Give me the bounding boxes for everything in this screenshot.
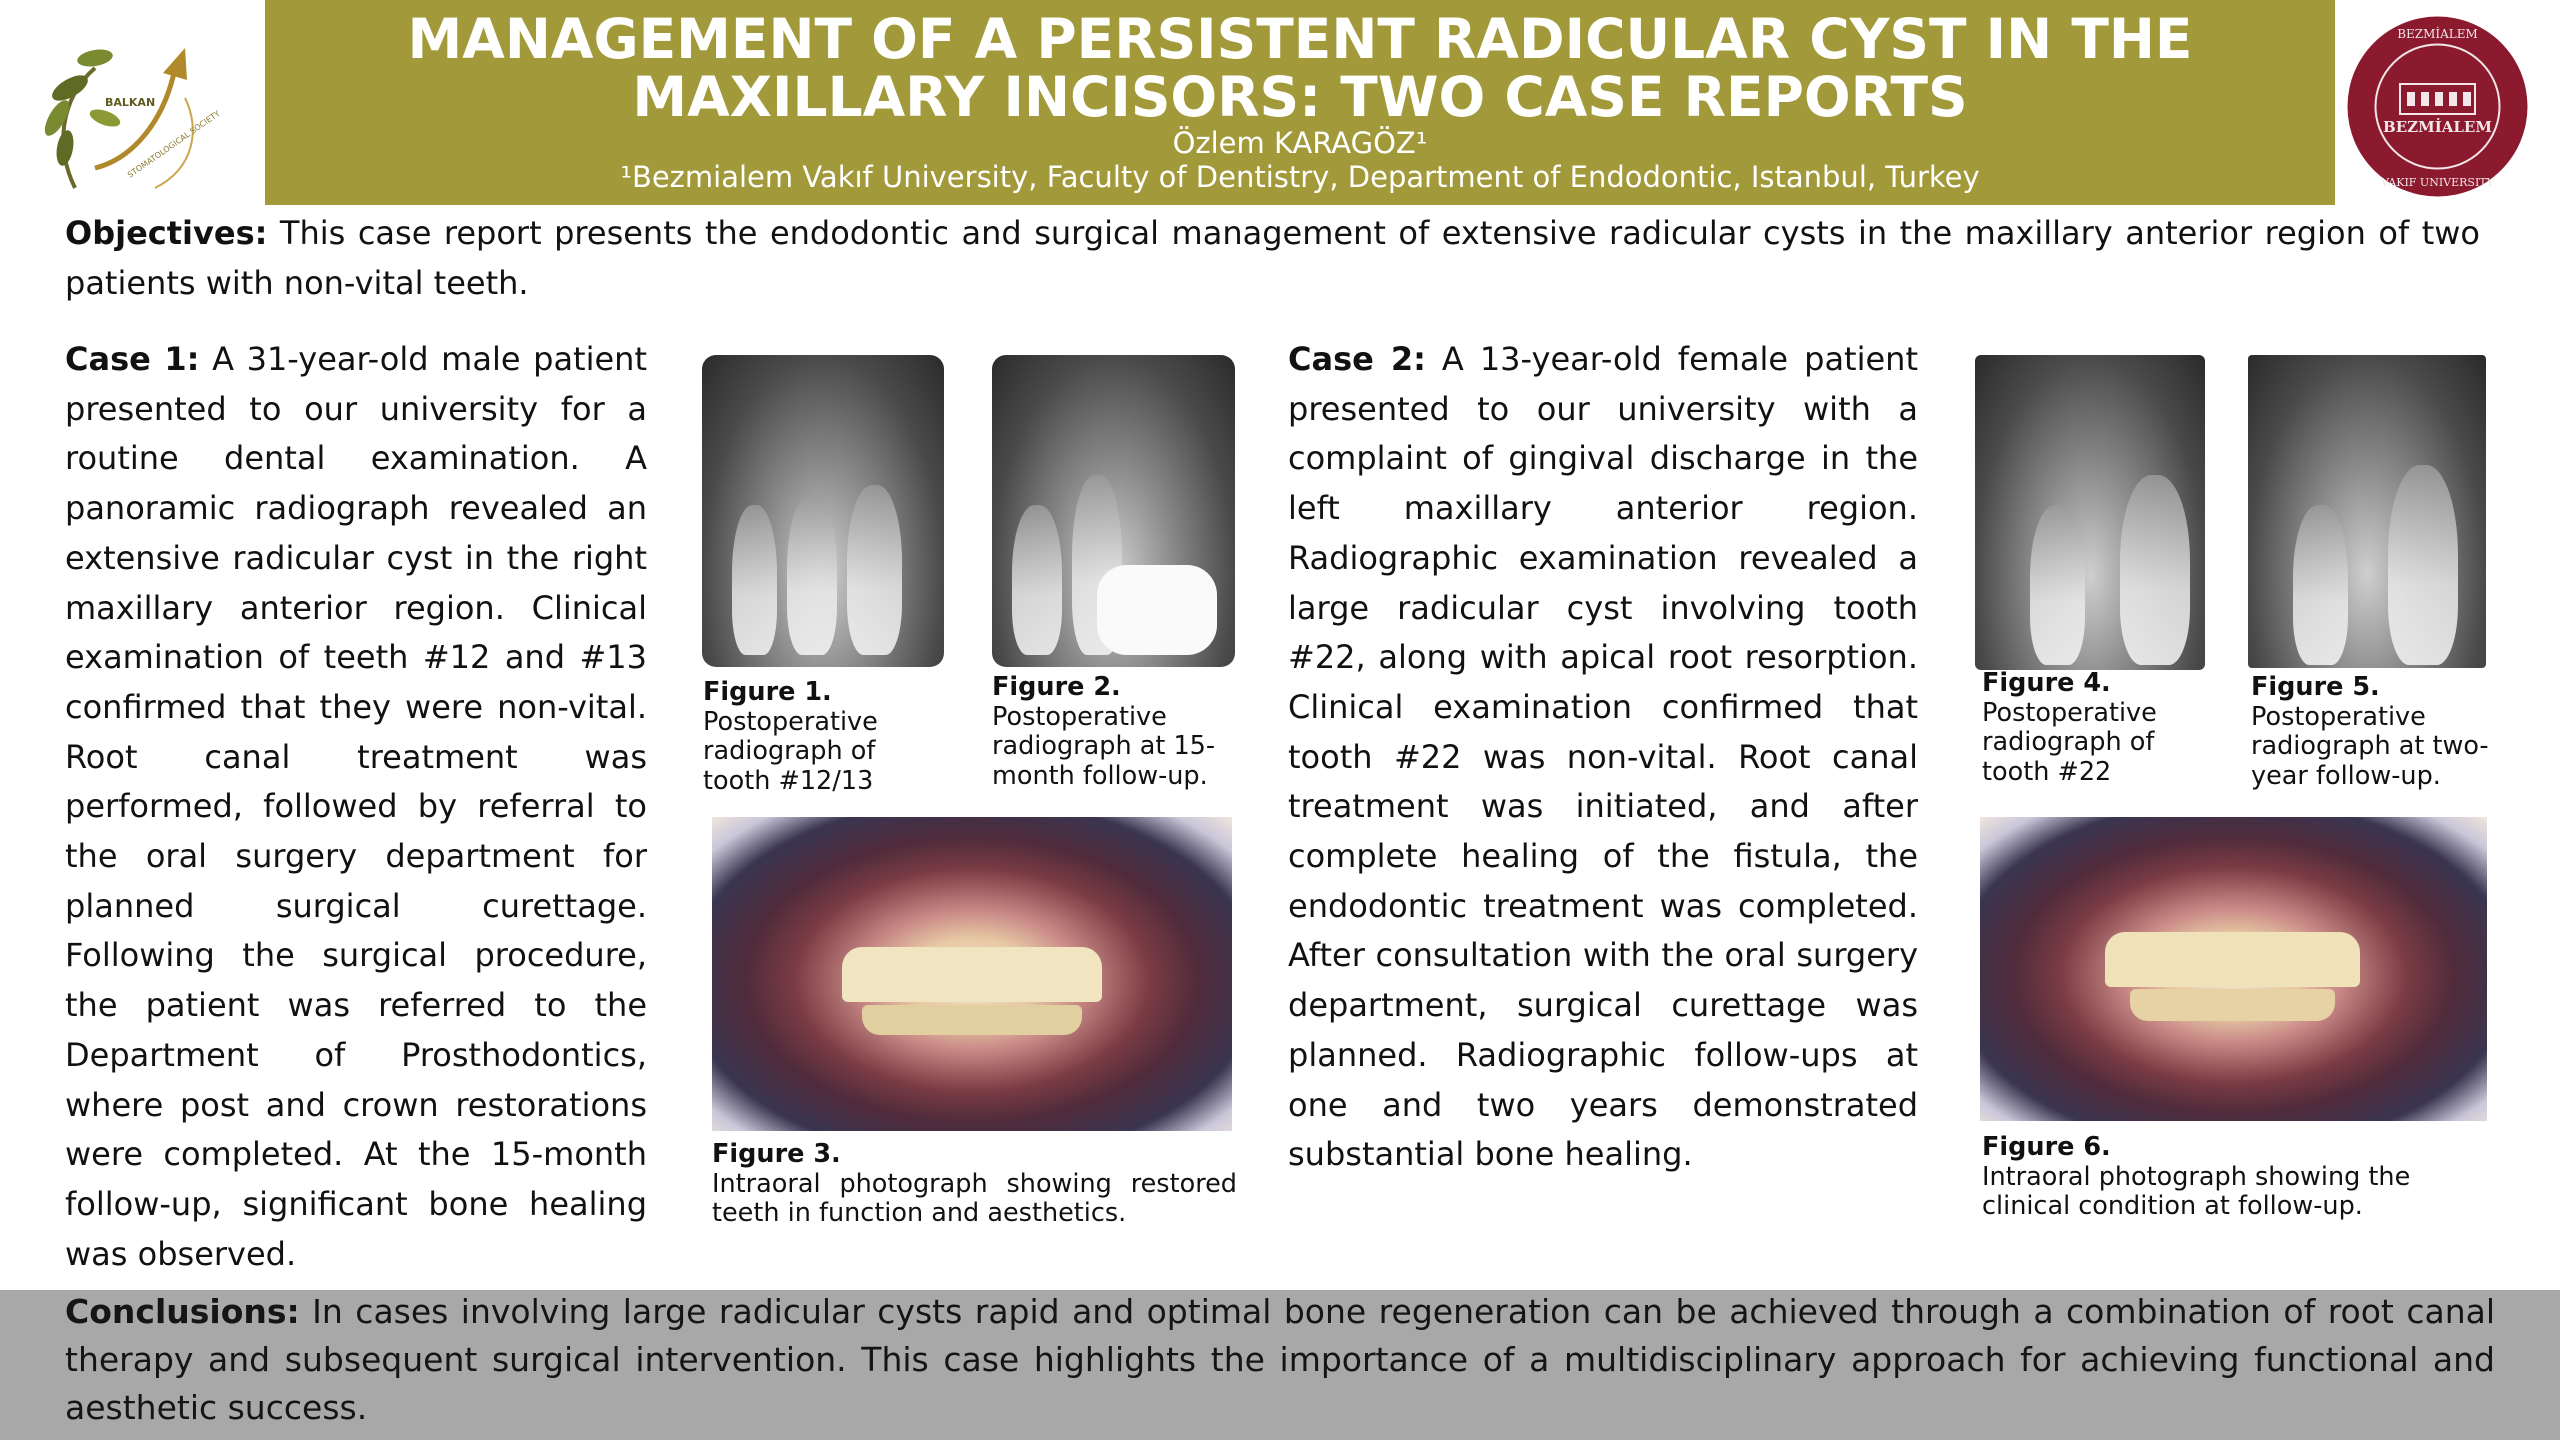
figure-6-label: Figure 6. xyxy=(1982,1132,2111,1162)
figure-4-label: Figure 4. xyxy=(1982,668,2111,698)
figure-5-text: Postoperative radiograph at two-year follow-up. xyxy=(2251,701,2489,791)
figure-3-label: Figure 3. xyxy=(712,1139,841,1169)
figure-5-radiograph xyxy=(2248,355,2486,668)
author: Özlem KARAGÖZ¹ xyxy=(1172,126,1428,160)
case-2-section xyxy=(1288,335,1918,1180)
figure-2-radiograph xyxy=(992,355,1235,667)
figure-2-text: Postoperative radiograph at 15-month follow-up. xyxy=(992,701,1216,791)
affiliation: ¹Bezmialem Vakıf University, Faculty of Dentistry, Department of Endodontic, Istanbul, Turkey xyxy=(620,160,1980,194)
balkan-stomatological-society-logo xyxy=(35,28,225,203)
figure-1-caption xyxy=(703,678,943,796)
objectives-label: Objectives: xyxy=(65,214,268,252)
title-line-2: MAXILLARY INCISORS: TWO CASE REPORTS xyxy=(632,65,1968,129)
case-1-section xyxy=(65,335,647,1279)
figure-1-label: Figure 1. xyxy=(703,677,832,707)
conclusions-text: In cases involving large radicular cysts rapid and optimal bone regeneration can be achieved through a combination of root canal therapy and subsequent surgical intervention. This case highlights the importance of a multidisciplinary approach for achieving functional and aesthetic success. xyxy=(65,1292,2495,1427)
case-1-label: Case 1: xyxy=(65,340,200,378)
right-logo-top-text: BEZMİALEM xyxy=(2397,27,2478,41)
figure-3-text: Intraoral photograph showing restored teeth in function and aesthetics. xyxy=(712,1168,1237,1228)
conclusions-label: Conclusions: xyxy=(65,1292,300,1331)
bezmialem-university-logo xyxy=(2345,14,2530,199)
right-logo-mid-text: BEZMİALEM xyxy=(2383,118,2492,136)
figure-4-caption xyxy=(1982,669,2227,787)
figure-5-label: Figure 5. xyxy=(2251,672,2380,702)
figure-2-label: Figure 2. xyxy=(992,672,1121,702)
objectives-section xyxy=(65,208,2480,308)
case-2-text: A 13-year-old female patient presented to our university with a complaint of gingival discharge in the left maxillary anterior region. Radiographic examination revealed a large radicular cyst involving tooth #22, along with apical root resorption. Clinical examination confirmed that tooth #22 was non-vital. Root canal treatment was initiated, and after complete healing of the fistula, the endodontic treatment was completed. After consultation with the oral surgery department, surgical curettage was planned. Radiographic follow-ups at one and two years demonstrated substantial bone healing. xyxy=(1288,340,1919,1174)
figure-6-caption xyxy=(1982,1133,2502,1222)
figure-4-radiograph xyxy=(1975,355,2205,670)
figure-1-radiograph xyxy=(702,355,944,667)
figure-6-intraoral-photo xyxy=(1980,817,2487,1121)
left-logo-text-2: STOMATOLOGICAL SOCIETY xyxy=(125,108,222,180)
figure-6-text: Intraoral photograph showing the clinical condition at follow-up. xyxy=(1982,1161,2411,1221)
figure-2-caption xyxy=(992,673,1237,791)
case-2-label: Case 2: xyxy=(1288,340,1426,378)
figure-3-intraoral-photo xyxy=(712,817,1232,1131)
objectives-text: This case report presents the endodontic and surgical management of extensive radicular cysts in the maxillary anterior region of two patients with non-vital teeth. xyxy=(65,214,2480,302)
title-line-1: MANAGEMENT OF A PERSISTENT RADICULAR CYST IN THE xyxy=(407,7,2193,71)
right-logo-bottom-text: VAKIF UNIVERSITY xyxy=(2381,176,2494,189)
figure-3-caption xyxy=(712,1140,1237,1229)
figure-5-caption xyxy=(2251,673,2496,791)
poster-title xyxy=(265,7,2335,129)
figure-1-text: Postoperative radiograph of tooth #12/13 xyxy=(703,706,878,796)
conclusions-section xyxy=(65,1288,2495,1432)
figure-4-text: Postoperative radiograph of tooth #22 xyxy=(1982,697,2157,787)
case-1-text: A 31-year-old male patient presented to our university for a routine dental examination. A panoramic radiograph revealed an extensive radicular cyst in the right maxillary anterior region. Clinical examination of teeth #12 and #13 confirmed that they were non-vital. Root canal treatment was performed, followed by referral to the oral surgery department for planned surgical curettage. Following the surgical procedure, the patient was referred to the Department of Prosthodontics, where post and crown restorations were completed. At the 15-month follow-up, significant bone healing was observed. xyxy=(65,340,647,1273)
left-logo-text-1: BALKAN xyxy=(105,96,156,109)
